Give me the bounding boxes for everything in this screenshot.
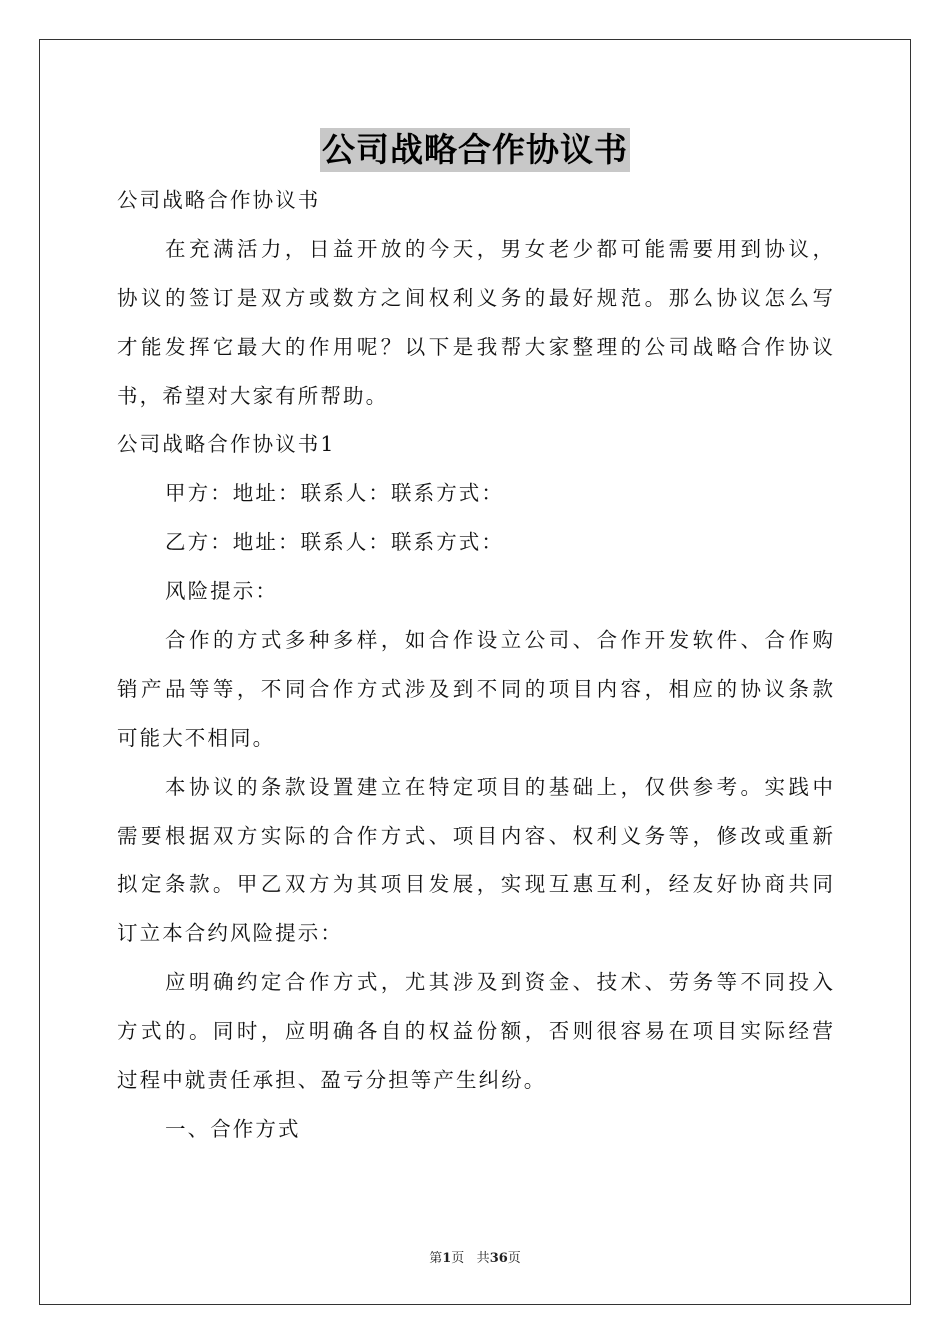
text-line: 乙方：地址：联系人：联系方式： [165, 530, 504, 555]
text-line: 才能发挥它最大的作用呢？以下是我帮大家整理的公司战略合作协议 [117, 334, 833, 359]
text-line: 应明确约定合作方式，尤其涉及到资金、技术、劳务等不同投入 [165, 970, 833, 995]
text-line: 过程中就责任承担、盈亏分担等产生纠纷。 [117, 1068, 547, 1093]
total-label-suffix: 页 [507, 1251, 521, 1266]
page-label-prefix: 第 [429, 1251, 443, 1266]
text-line: 公司战略合作协议书 [117, 188, 321, 212]
text-line: 可能大不相同。 [117, 725, 276, 750]
text-line: 本协议的条款设置建立在特定项目的基础上，仅供参考。实践中 [165, 774, 833, 799]
page-label-suffix: 页 [451, 1251, 465, 1266]
text-line: 销产品等等，不同合作方式涉及到不同的项目内容，相应的协议条款 [117, 676, 833, 701]
text-line: 在充满活力，日益开放的今天，男女老少都可能需要用到协议， [165, 236, 833, 261]
text-line: 方式的。同时，应明确各自的权益份额，否则很容易在项目实际经营 [117, 1019, 833, 1044]
text-line: 拟定条款。甲乙双方为其项目发展，实现互惠互利，经友好协商共同 [117, 872, 833, 897]
text-line: 协议的签订是双方或数方之间权利义务的最好规范。那么协议怎么写 [117, 285, 833, 310]
total-label-prefix: 共 [476, 1251, 490, 1266]
title-container [0, 128, 950, 172]
text-line: 合作的方式多种多样，如合作设立公司、合作开发软件、合作购 [165, 628, 833, 653]
page-number: 1 [442, 1251, 452, 1266]
document-title: 公司战略合作协议书 [320, 128, 630, 172]
document-body [117, 176, 833, 1154]
text-line: 书，希望对大家有所帮助。 [117, 383, 389, 408]
text-line: 公司战略合作协议书1 [117, 432, 336, 457]
text-line: 需要根据双方实际的合作方式、项目内容、权利义务等，修改或重新 [117, 823, 833, 848]
page-footer [0, 1247, 950, 1266]
total-pages: 36 [489, 1251, 508, 1266]
text-line: 订立本合约风险提示： [117, 921, 343, 946]
text-line: 风险提示： [165, 579, 278, 604]
text-line: 一、合作方式 [165, 1116, 301, 1141]
text-line: 甲方：地址：联系人：联系方式： [165, 481, 504, 506]
